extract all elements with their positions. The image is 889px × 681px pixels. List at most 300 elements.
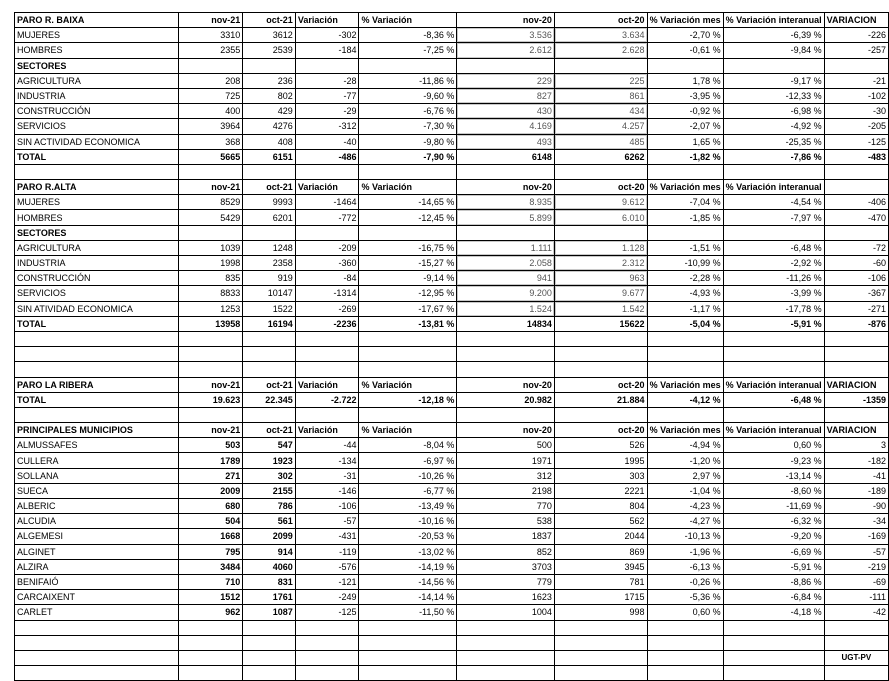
value-cell[interactable]: 3 <box>824 438 888 453</box>
empty-cell[interactable] <box>295 620 359 635</box>
empty-cell[interactable] <box>723 164 824 179</box>
value-cell[interactable]: -189 <box>824 483 888 498</box>
value-cell[interactable]: -7,86 % <box>723 149 824 164</box>
value-cell[interactable]: 1,78 % <box>647 73 723 88</box>
empty-cell[interactable] <box>723 347 824 362</box>
value-cell[interactable]: -14,14 % <box>359 590 457 605</box>
value-cell[interactable]: 914 <box>243 544 296 559</box>
empty-cell[interactable] <box>457 666 554 681</box>
value-cell[interactable]: 770 <box>457 499 554 514</box>
value-cell[interactable]: 2355 <box>179 43 243 58</box>
value-cell[interactable]: -16,75 % <box>359 240 457 255</box>
value-cell[interactable]: -6,13 % <box>647 559 723 574</box>
value-cell[interactable]: 3.536 <box>457 28 554 43</box>
row-label[interactable]: CARLET <box>15 605 179 620</box>
section-title[interactable]: PARO LA RIBERA <box>15 377 179 392</box>
value-cell[interactable]: -4,12 % <box>647 392 723 407</box>
value-cell[interactable]: -406 <box>824 195 888 210</box>
value-cell[interactable]: 1668 <box>179 529 243 544</box>
empty-cell[interactable] <box>179 620 243 635</box>
value-cell[interactable]: 561 <box>243 514 296 529</box>
empty-cell[interactable] <box>179 58 243 73</box>
row-label[interactable]: BENIFAIÓ <box>15 574 179 589</box>
value-cell[interactable]: 3703 <box>457 559 554 574</box>
value-cell[interactable]: -12,95 % <box>359 286 457 301</box>
value-cell[interactable]: 1512 <box>179 590 243 605</box>
value-cell[interactable]: -5,04 % <box>647 316 723 331</box>
row-label[interactable]: SERVICIOS <box>15 119 179 134</box>
value-cell[interactable]: -7,90 % <box>359 149 457 164</box>
empty-cell[interactable] <box>15 362 179 377</box>
empty-cell[interactable] <box>457 650 554 665</box>
value-cell[interactable]: -5,36 % <box>647 590 723 605</box>
value-cell[interactable]: 2.312 <box>554 256 647 271</box>
column-header[interactable]: nov-20 <box>457 13 554 28</box>
value-cell[interactable]: -4,94 % <box>647 438 723 453</box>
column-header[interactable]: oct-21 <box>243 180 296 195</box>
empty-cell[interactable] <box>359 407 457 422</box>
empty-cell[interactable] <box>179 347 243 362</box>
value-cell[interactable]: 19.623 <box>179 392 243 407</box>
value-cell[interactable]: 3310 <box>179 28 243 43</box>
value-cell[interactable]: -6,32 % <box>723 514 824 529</box>
value-cell[interactable]: -106 <box>824 271 888 286</box>
value-cell[interactable]: 225 <box>554 73 647 88</box>
column-header[interactable]: % Variación <box>359 377 457 392</box>
value-cell[interactable]: -8,36 % <box>359 28 457 43</box>
empty-cell[interactable] <box>179 666 243 681</box>
value-cell[interactable]: 1998 <box>179 256 243 271</box>
value-cell[interactable]: -2236 <box>295 316 359 331</box>
empty-cell[interactable] <box>723 362 824 377</box>
value-cell[interactable]: 312 <box>457 468 554 483</box>
empty-cell[interactable] <box>243 635 296 650</box>
empty-cell[interactable] <box>554 407 647 422</box>
value-cell[interactable]: 710 <box>179 574 243 589</box>
value-cell[interactable]: -28 <box>295 73 359 88</box>
empty-cell[interactable] <box>295 635 359 650</box>
value-cell[interactable]: 1253 <box>179 301 243 316</box>
value-cell[interactable]: -226 <box>824 28 888 43</box>
value-cell[interactable]: 2221 <box>554 483 647 498</box>
value-cell[interactable]: 1248 <box>243 240 296 255</box>
value-cell[interactable]: -360 <box>295 256 359 271</box>
value-cell[interactable]: 13958 <box>179 316 243 331</box>
value-cell[interactable]: -12,33 % <box>723 88 824 103</box>
empty-cell[interactable] <box>723 635 824 650</box>
empty-cell[interactable] <box>15 407 179 422</box>
value-cell[interactable]: 6201 <box>243 210 296 225</box>
value-cell[interactable]: 408 <box>243 134 296 149</box>
empty-cell[interactable] <box>723 650 824 665</box>
column-header[interactable]: Variación <box>295 13 359 28</box>
empty-cell[interactable] <box>554 620 647 635</box>
value-cell[interactable]: 1.111 <box>457 240 554 255</box>
section-title[interactable]: PRINCIPALES MUNICIPIOS <box>15 423 179 438</box>
value-cell[interactable]: -77 <box>295 88 359 103</box>
value-cell[interactable]: -121 <box>295 574 359 589</box>
empty-cell[interactable] <box>554 164 647 179</box>
section-title[interactable]: PARO R. BAIXA <box>15 13 179 28</box>
value-cell[interactable]: 1995 <box>554 453 647 468</box>
value-cell[interactable]: 504 <box>179 514 243 529</box>
value-cell[interactable]: 526 <box>554 438 647 453</box>
empty-cell[interactable] <box>824 407 888 422</box>
value-cell[interactable]: 1789 <box>179 453 243 468</box>
value-cell[interactable]: -7,25 % <box>359 43 457 58</box>
value-cell[interactable]: 9.677 <box>554 286 647 301</box>
value-cell[interactable]: -57 <box>295 514 359 529</box>
value-cell[interactable]: 680 <box>179 499 243 514</box>
value-cell[interactable]: 14834 <box>457 316 554 331</box>
empty-cell[interactable] <box>179 331 243 346</box>
row-label[interactable]: HOMBRES <box>15 210 179 225</box>
value-cell[interactable]: -1464 <box>295 195 359 210</box>
column-header[interactable]: % Variación interanual <box>723 423 824 438</box>
value-cell[interactable]: -205 <box>824 119 888 134</box>
value-cell[interactable]: -12,18 % <box>359 392 457 407</box>
value-cell[interactable]: 3.634 <box>554 28 647 43</box>
empty-cell[interactable] <box>647 650 723 665</box>
column-header[interactable]: % Variación <box>359 13 457 28</box>
value-cell[interactable]: 562 <box>554 514 647 529</box>
row-label[interactable]: AGRICULTURA <box>15 73 179 88</box>
empty-cell[interactable] <box>179 164 243 179</box>
value-cell[interactable]: 6148 <box>457 149 554 164</box>
column-header[interactable]: % Variación mes <box>647 377 723 392</box>
empty-cell[interactable] <box>723 407 824 422</box>
value-cell[interactable]: -13,14 % <box>723 468 824 483</box>
empty-cell[interactable] <box>179 362 243 377</box>
value-cell[interactable]: -302 <box>295 28 359 43</box>
column-header[interactable]: oct-20 <box>554 423 647 438</box>
empty-cell[interactable] <box>359 164 457 179</box>
empty-cell[interactable] <box>723 331 824 346</box>
empty-cell[interactable] <box>824 58 888 73</box>
value-cell[interactable]: 5665 <box>179 149 243 164</box>
value-cell[interactable]: 861 <box>554 88 647 103</box>
empty-cell[interactable] <box>457 58 554 73</box>
empty-cell[interactable] <box>15 347 179 362</box>
value-cell[interactable]: -3,99 % <box>723 286 824 301</box>
value-cell[interactable]: -14,65 % <box>359 195 457 210</box>
value-cell[interactable]: -10,16 % <box>359 514 457 529</box>
empty-cell[interactable] <box>15 650 179 665</box>
value-cell[interactable]: -6,84 % <box>723 590 824 605</box>
value-cell[interactable]: -6,98 % <box>723 104 824 119</box>
row-label[interactable]: HOMBRES <box>15 43 179 58</box>
empty-cell[interactable] <box>295 666 359 681</box>
value-cell[interactable]: -17,78 % <box>723 301 824 316</box>
value-cell[interactable]: 804 <box>554 499 647 514</box>
empty-cell[interactable] <box>179 650 243 665</box>
value-cell[interactable]: -4,18 % <box>723 605 824 620</box>
column-header[interactable]: oct-20 <box>554 180 647 195</box>
value-cell[interactable]: 802 <box>243 88 296 103</box>
value-cell[interactable]: 9.612 <box>554 195 647 210</box>
value-cell[interactable]: -2,28 % <box>647 271 723 286</box>
empty-cell[interactable] <box>457 407 554 422</box>
empty-cell[interactable] <box>15 620 179 635</box>
empty-cell[interactable] <box>824 635 888 650</box>
value-cell[interactable]: -10,99 % <box>647 256 723 271</box>
value-cell[interactable]: -367 <box>824 286 888 301</box>
value-cell[interactable]: -40 <box>295 134 359 149</box>
value-cell[interactable]: 16194 <box>243 316 296 331</box>
value-cell[interactable]: -57 <box>824 544 888 559</box>
value-cell[interactable]: -106 <box>295 499 359 514</box>
value-cell[interactable]: 1522 <box>243 301 296 316</box>
value-cell[interactable]: 208 <box>179 73 243 88</box>
value-cell[interactable]: 4276 <box>243 119 296 134</box>
sectors-title[interactable]: SECTORES <box>15 225 179 240</box>
value-cell[interactable]: -271 <box>824 301 888 316</box>
value-cell[interactable]: 1623 <box>457 590 554 605</box>
row-label[interactable]: CARCAIXENT <box>15 590 179 605</box>
empty-cell[interactable] <box>723 620 824 635</box>
empty-cell[interactable] <box>554 362 647 377</box>
value-cell[interactable]: -876 <box>824 316 888 331</box>
value-cell[interactable]: -169 <box>824 529 888 544</box>
empty-cell[interactable] <box>295 58 359 73</box>
value-cell[interactable]: -3,95 % <box>647 88 723 103</box>
value-cell[interactable]: -13,02 % <box>359 544 457 559</box>
value-cell[interactable]: -84 <box>295 271 359 286</box>
value-cell[interactable]: 547 <box>243 438 296 453</box>
row-label[interactable]: CONSTRUCCIÓN <box>15 271 179 286</box>
empty-cell[interactable] <box>295 225 359 240</box>
value-cell[interactable]: -0,92 % <box>647 104 723 119</box>
value-cell[interactable]: -29 <box>295 104 359 119</box>
value-cell[interactable]: -146 <box>295 483 359 498</box>
value-cell[interactable]: -41 <box>824 468 888 483</box>
value-cell[interactable]: 1837 <box>457 529 554 544</box>
value-cell[interactable]: 4.257 <box>554 119 647 134</box>
value-cell[interactable]: 869 <box>554 544 647 559</box>
value-cell[interactable]: 0,60 % <box>647 605 723 620</box>
value-cell[interactable]: 1039 <box>179 240 243 255</box>
value-cell[interactable]: -1,51 % <box>647 240 723 255</box>
empty-cell[interactable] <box>359 362 457 377</box>
value-cell[interactable]: -14,19 % <box>359 559 457 574</box>
column-header[interactable]: % Variación interanual <box>723 377 824 392</box>
value-cell[interactable]: -31 <box>295 468 359 483</box>
value-cell[interactable]: 2198 <box>457 483 554 498</box>
value-cell[interactable]: 538 <box>457 514 554 529</box>
value-cell[interactable]: -486 <box>295 149 359 164</box>
value-cell[interactable]: -257 <box>824 43 888 58</box>
column-header[interactable]: % Variación <box>359 180 457 195</box>
value-cell[interactable]: -7,04 % <box>647 195 723 210</box>
empty-cell[interactable] <box>295 650 359 665</box>
value-cell[interactable]: 20.982 <box>457 392 554 407</box>
value-cell[interactable]: -2,92 % <box>723 256 824 271</box>
empty-cell[interactable] <box>179 225 243 240</box>
column-header[interactable]: oct-20 <box>554 13 647 28</box>
value-cell[interactable]: -111 <box>824 590 888 605</box>
value-cell[interactable]: 2358 <box>243 256 296 271</box>
value-cell[interactable]: 2009 <box>179 483 243 498</box>
value-cell[interactable]: 503 <box>179 438 243 453</box>
empty-cell[interactable] <box>243 620 296 635</box>
value-cell[interactable]: -6,48 % <box>723 240 824 255</box>
column-header[interactable]: Variación <box>295 377 359 392</box>
value-cell[interactable]: -10,26 % <box>359 468 457 483</box>
value-cell[interactable]: -119 <box>295 544 359 559</box>
value-cell[interactable]: -11,69 % <box>723 499 824 514</box>
value-cell[interactable]: 998 <box>554 605 647 620</box>
value-cell[interactable]: 4.169 <box>457 119 554 134</box>
value-cell[interactable]: 10147 <box>243 286 296 301</box>
value-cell[interactable]: 1923 <box>243 453 296 468</box>
empty-cell[interactable] <box>723 58 824 73</box>
value-cell[interactable]: -1,04 % <box>647 483 723 498</box>
empty-cell[interactable] <box>243 666 296 681</box>
value-cell[interactable]: -72 <box>824 240 888 255</box>
empty-cell[interactable] <box>243 331 296 346</box>
value-cell[interactable]: -17,67 % <box>359 301 457 316</box>
value-cell[interactable]: -69 <box>824 574 888 589</box>
value-cell[interactable]: 2044 <box>554 529 647 544</box>
value-cell[interactable]: 2.612 <box>457 43 554 58</box>
empty-cell[interactable] <box>554 666 647 681</box>
value-cell[interactable]: 5.899 <box>457 210 554 225</box>
column-header[interactable]: nov-20 <box>457 377 554 392</box>
value-cell[interactable]: 962 <box>179 605 243 620</box>
value-cell[interactable]: -4,27 % <box>647 514 723 529</box>
row-label[interactable]: SOLLANA <box>15 468 179 483</box>
value-cell[interactable]: -11,50 % <box>359 605 457 620</box>
value-cell[interactable]: 485 <box>554 134 647 149</box>
value-cell[interactable]: -184 <box>295 43 359 58</box>
value-cell[interactable]: -25,35 % <box>723 134 824 149</box>
value-cell[interactable]: -44 <box>295 438 359 453</box>
column-header[interactable]: oct-21 <box>243 13 296 28</box>
sectors-title[interactable]: SECTORES <box>15 58 179 73</box>
empty-cell[interactable] <box>457 225 554 240</box>
value-cell[interactable]: 21.884 <box>554 392 647 407</box>
value-cell[interactable]: 271 <box>179 468 243 483</box>
value-cell[interactable]: 1.524 <box>457 301 554 316</box>
column-header[interactable]: Variación <box>295 423 359 438</box>
value-cell[interactable]: 2.058 <box>457 256 554 271</box>
empty-cell[interactable] <box>554 331 647 346</box>
empty-cell[interactable] <box>359 620 457 635</box>
column-header[interactable]: % Variación mes <box>647 423 723 438</box>
value-cell[interactable]: -2.722 <box>295 392 359 407</box>
value-cell[interactable]: 3964 <box>179 119 243 134</box>
empty-cell[interactable] <box>647 331 723 346</box>
column-header[interactable]: nov-20 <box>457 180 554 195</box>
value-cell[interactable]: 786 <box>243 499 296 514</box>
value-cell[interactable]: -20,53 % <box>359 529 457 544</box>
value-cell[interactable]: -125 <box>295 605 359 620</box>
empty-cell[interactable] <box>295 347 359 362</box>
value-cell[interactable]: -12,45 % <box>359 210 457 225</box>
value-cell[interactable]: 229 <box>457 73 554 88</box>
value-cell[interactable]: -15,27 % <box>359 256 457 271</box>
empty-cell[interactable] <box>295 164 359 179</box>
value-cell[interactable]: -1359 <box>824 392 888 407</box>
value-cell[interactable]: 0,60 % <box>723 438 824 453</box>
empty-cell[interactable] <box>457 362 554 377</box>
value-cell[interactable]: -6,77 % <box>359 483 457 498</box>
empty-cell[interactable] <box>243 164 296 179</box>
value-cell[interactable]: 493 <box>457 134 554 149</box>
value-cell[interactable]: -6,48 % <box>723 392 824 407</box>
empty-cell[interactable] <box>554 347 647 362</box>
empty-cell[interactable] <box>15 635 179 650</box>
value-cell[interactable]: -8,04 % <box>359 438 457 453</box>
empty-cell[interactable] <box>359 331 457 346</box>
empty-cell[interactable] <box>824 362 888 377</box>
row-label[interactable]: MUJERES <box>15 28 179 43</box>
value-cell[interactable]: 1.128 <box>554 240 647 255</box>
value-cell[interactable]: -8,60 % <box>723 483 824 498</box>
value-cell[interactable]: 725 <box>179 88 243 103</box>
value-cell[interactable]: 1,65 % <box>647 134 723 149</box>
empty-cell[interactable] <box>647 362 723 377</box>
empty-cell[interactable] <box>15 331 179 346</box>
value-cell[interactable]: -483 <box>824 149 888 164</box>
value-cell[interactable]: 9.200 <box>457 286 554 301</box>
value-cell[interactable]: 1004 <box>457 605 554 620</box>
column-header[interactable]: VARIACION <box>824 377 888 392</box>
value-cell[interactable]: -219 <box>824 559 888 574</box>
row-label[interactable]: INDUSTRIA <box>15 256 179 271</box>
column-header[interactable]: % Variación interanual <box>723 180 824 195</box>
empty-cell[interactable] <box>647 164 723 179</box>
row-label[interactable]: SIN ACTIVIDAD ECONOMICA <box>15 134 179 149</box>
empty-cell[interactable] <box>647 407 723 422</box>
value-cell[interactable]: -60 <box>824 256 888 271</box>
value-cell[interactable]: -4,93 % <box>647 286 723 301</box>
empty-cell[interactable] <box>824 666 888 681</box>
value-cell[interactable]: 1715 <box>554 590 647 605</box>
empty-cell[interactable] <box>15 666 179 681</box>
empty-cell[interactable] <box>243 362 296 377</box>
row-label[interactable]: TOTAL <box>15 392 179 407</box>
value-cell[interactable]: -21 <box>824 73 888 88</box>
empty-cell[interactable] <box>554 635 647 650</box>
value-cell[interactable]: -1,82 % <box>647 149 723 164</box>
value-cell[interactable]: -34 <box>824 514 888 529</box>
value-cell[interactable]: 15622 <box>554 316 647 331</box>
empty-cell[interactable] <box>824 620 888 635</box>
value-cell[interactable]: -125 <box>824 134 888 149</box>
empty-cell[interactable] <box>824 331 888 346</box>
column-header[interactable]: oct-20 <box>554 377 647 392</box>
row-label[interactable]: ALMUSSAFES <box>15 438 179 453</box>
row-label[interactable]: ALZIRA <box>15 559 179 574</box>
value-cell[interactable]: -431 <box>295 529 359 544</box>
value-cell[interactable]: 22.345 <box>243 392 296 407</box>
empty-cell[interactable] <box>647 666 723 681</box>
empty-cell[interactable] <box>647 225 723 240</box>
empty-cell[interactable] <box>243 225 296 240</box>
value-cell[interactable]: -576 <box>295 559 359 574</box>
value-cell[interactable]: -9,17 % <box>723 73 824 88</box>
value-cell[interactable]: -9,20 % <box>723 529 824 544</box>
row-label[interactable]: SERVICIOS <box>15 286 179 301</box>
value-cell[interactable]: -182 <box>824 453 888 468</box>
value-cell[interactable]: -11,86 % <box>359 73 457 88</box>
value-cell[interactable]: 6151 <box>243 149 296 164</box>
empty-cell[interactable] <box>243 347 296 362</box>
value-cell[interactable]: -10,13 % <box>647 529 723 544</box>
value-cell[interactable]: 831 <box>243 574 296 589</box>
value-cell[interactable]: -9,14 % <box>359 271 457 286</box>
